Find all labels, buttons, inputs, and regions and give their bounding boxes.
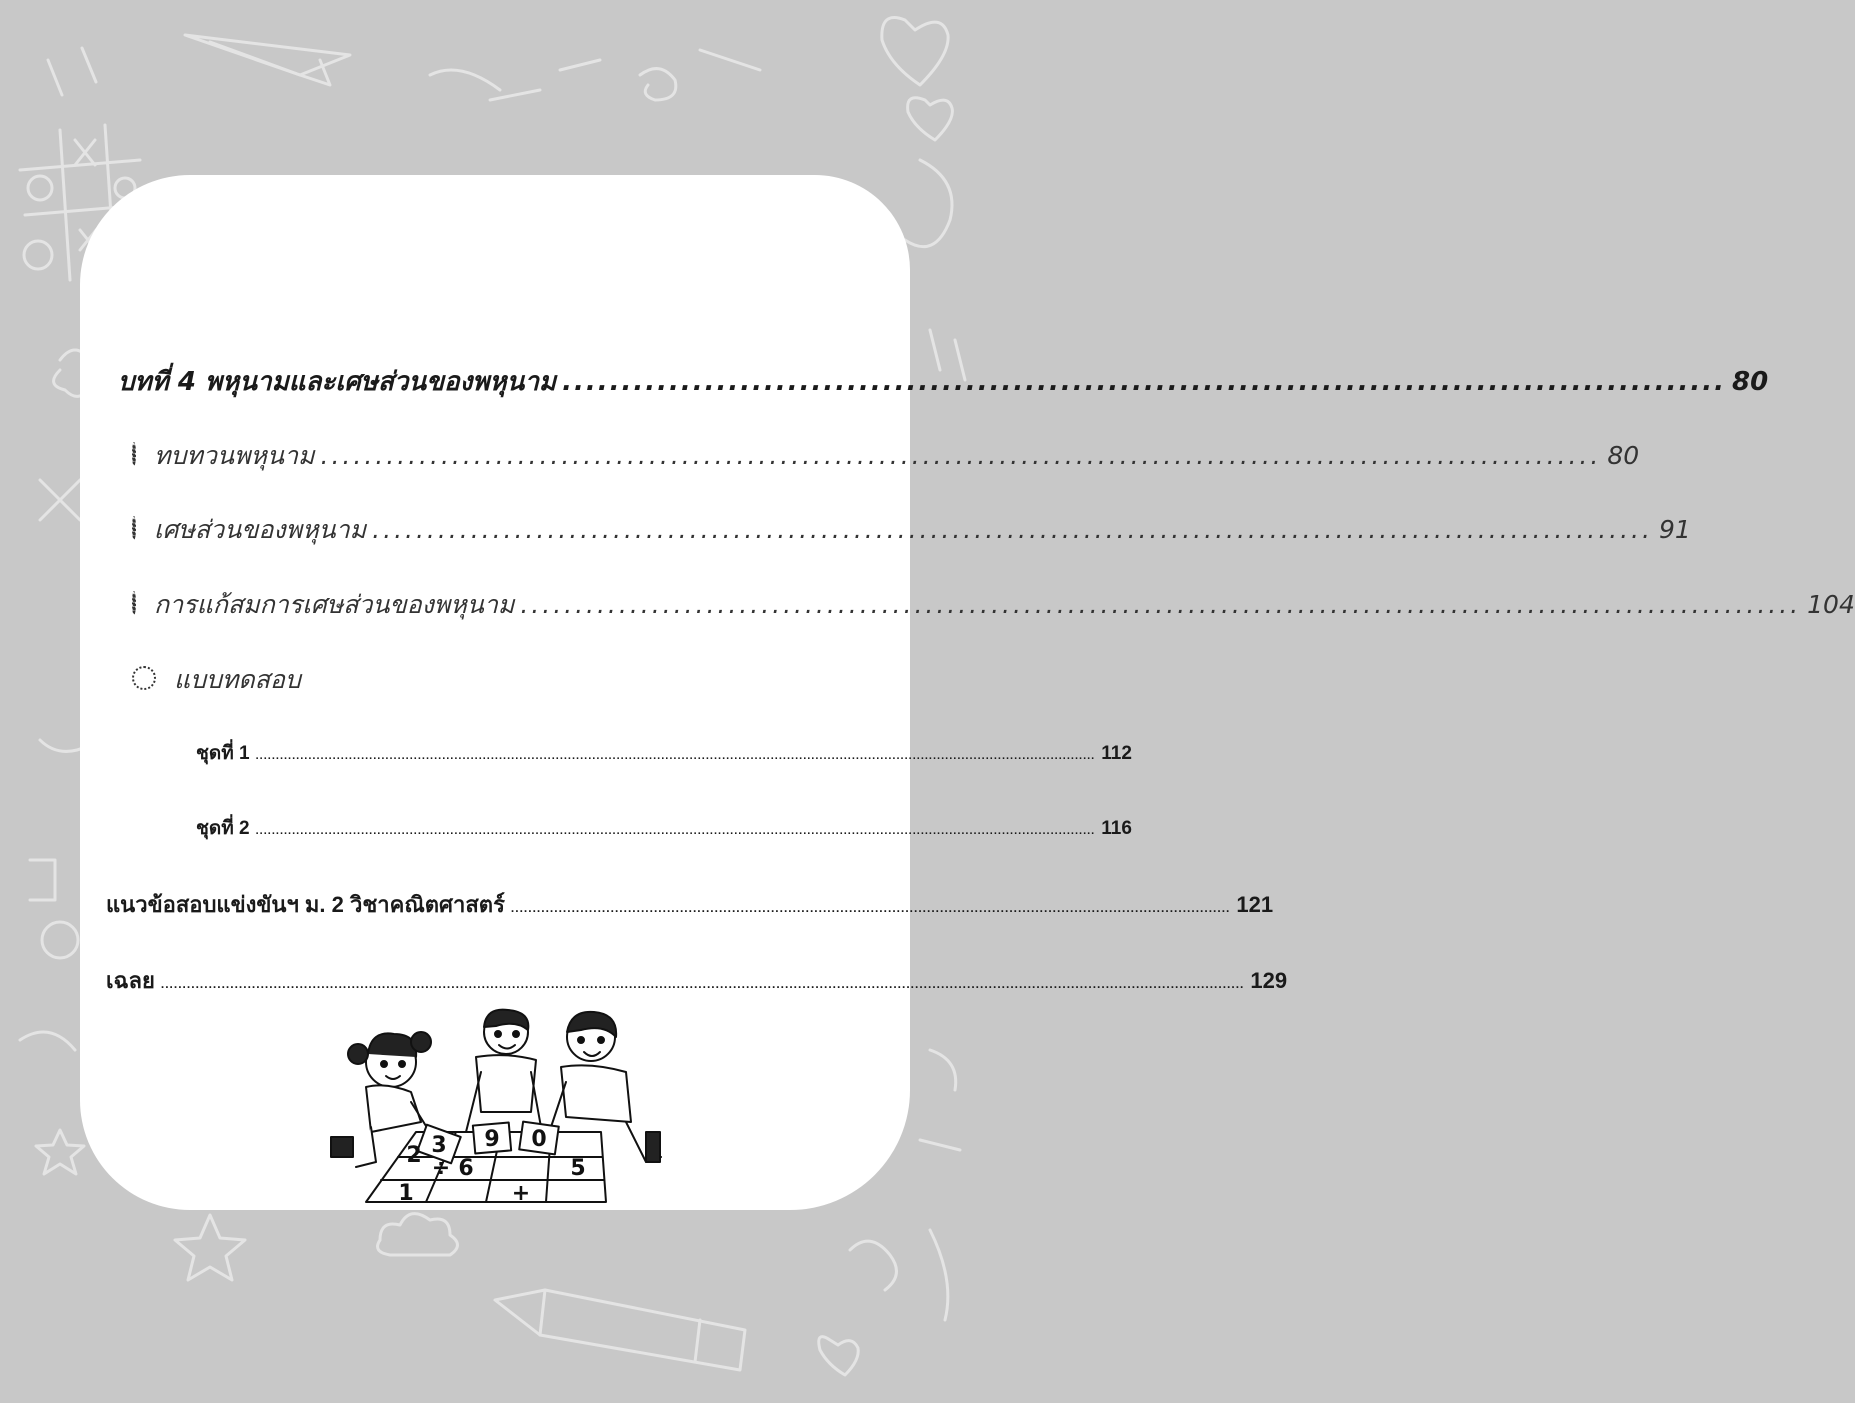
dot-leader: ..................................................................................................................... — [520, 590, 1802, 619]
boy-figure — [551, 1012, 661, 1162]
paper-plane-icon — [185, 35, 350, 85]
page-number: 121 — [1236, 892, 1274, 917]
toc-section-entry[interactable] — [132, 510, 1691, 550]
dot-leader: .......................................................................................................................................................................................................................................................... — [160, 977, 1245, 991]
toc-chapter-entry[interactable] — [118, 361, 1769, 402]
page-number: 116 — [1101, 818, 1132, 839]
toc-answers-entry[interactable] — [106, 963, 1288, 998]
toc-section-entry[interactable] — [132, 585, 1855, 625]
grid-cell: 1 — [398, 1181, 414, 1206]
boy-figure — [466, 1010, 541, 1132]
section-title: แบบทดสอบ — [174, 665, 301, 694]
page-number: 129 — [1250, 968, 1288, 993]
chapter-title: บทที่ 4 พหุนามและเศษส่วนของพหุนาม — [118, 367, 557, 397]
page-number: 104 — [1807, 590, 1855, 619]
grid-cell: 9 — [484, 1127, 500, 1152]
toc-test-set-entry[interactable] — [168, 813, 1132, 843]
dot-leader: ..................................................................................................................... — [372, 515, 1653, 544]
cloud-icon — [378, 1214, 458, 1255]
toc-section-entry[interactable] — [132, 436, 1640, 476]
pencil-icon — [495, 1290, 745, 1370]
test-set-title: ชุดที่ 2 — [196, 818, 250, 839]
toc-section-entry[interactable] — [132, 660, 880, 700]
section-title: ทบทวนพหุนาม — [154, 441, 315, 470]
dot-leader: ............................................................................................................................................................................................................... — [255, 750, 1096, 762]
dot-leader: ............................................................................................................................................................................................................... — [255, 825, 1096, 837]
kids-playing-math-grid-illustration — [326, 1012, 666, 1212]
page-number: 80 — [1607, 441, 1640, 470]
answers-title: เฉลย — [106, 968, 155, 993]
grid-cell: 0 — [531, 1127, 547, 1152]
page-number: 112 — [1101, 743, 1132, 764]
dot-leader: ..................................................................................................................... — [320, 441, 1602, 470]
toc-test-set-entry[interactable] — [168, 738, 1132, 768]
test-set-title: ชุดที่ 1 — [196, 743, 250, 764]
page-number: 80 — [1732, 367, 1769, 397]
dot-leader: ...................................................................................................................................................................... — [510, 901, 1231, 915]
grid-cell: 5 — [570, 1156, 586, 1181]
grid-cell: 2 — [406, 1143, 422, 1168]
toc-exam-guide-entry[interactable] — [106, 887, 1274, 922]
dotted-circle-icon — [132, 442, 136, 466]
page-number: 91 — [1658, 515, 1691, 544]
section-title: เศษส่วนของพหุนาม — [154, 515, 367, 544]
dotted-circle-icon — [132, 666, 156, 690]
dot-leader: .................................................................................................. — [562, 367, 1727, 397]
dotted-circle-icon — [132, 516, 136, 540]
exam-guide-title: แนวข้อสอบแข่งขันฯ ม. 2 วิชาคณิตศาสตร์ — [106, 892, 505, 917]
grid-cell: 3 — [431, 1133, 447, 1158]
heart-icon — [882, 18, 953, 141]
section-title: การแก้สมการเศษส่วนของพหุนาม — [154, 590, 515, 619]
grid-cell: + — [511, 1181, 531, 1206]
grid-cell: ÷ — [431, 1156, 451, 1181]
grid-cell: 6 — [458, 1156, 474, 1181]
dotted-circle-icon — [132, 591, 136, 615]
